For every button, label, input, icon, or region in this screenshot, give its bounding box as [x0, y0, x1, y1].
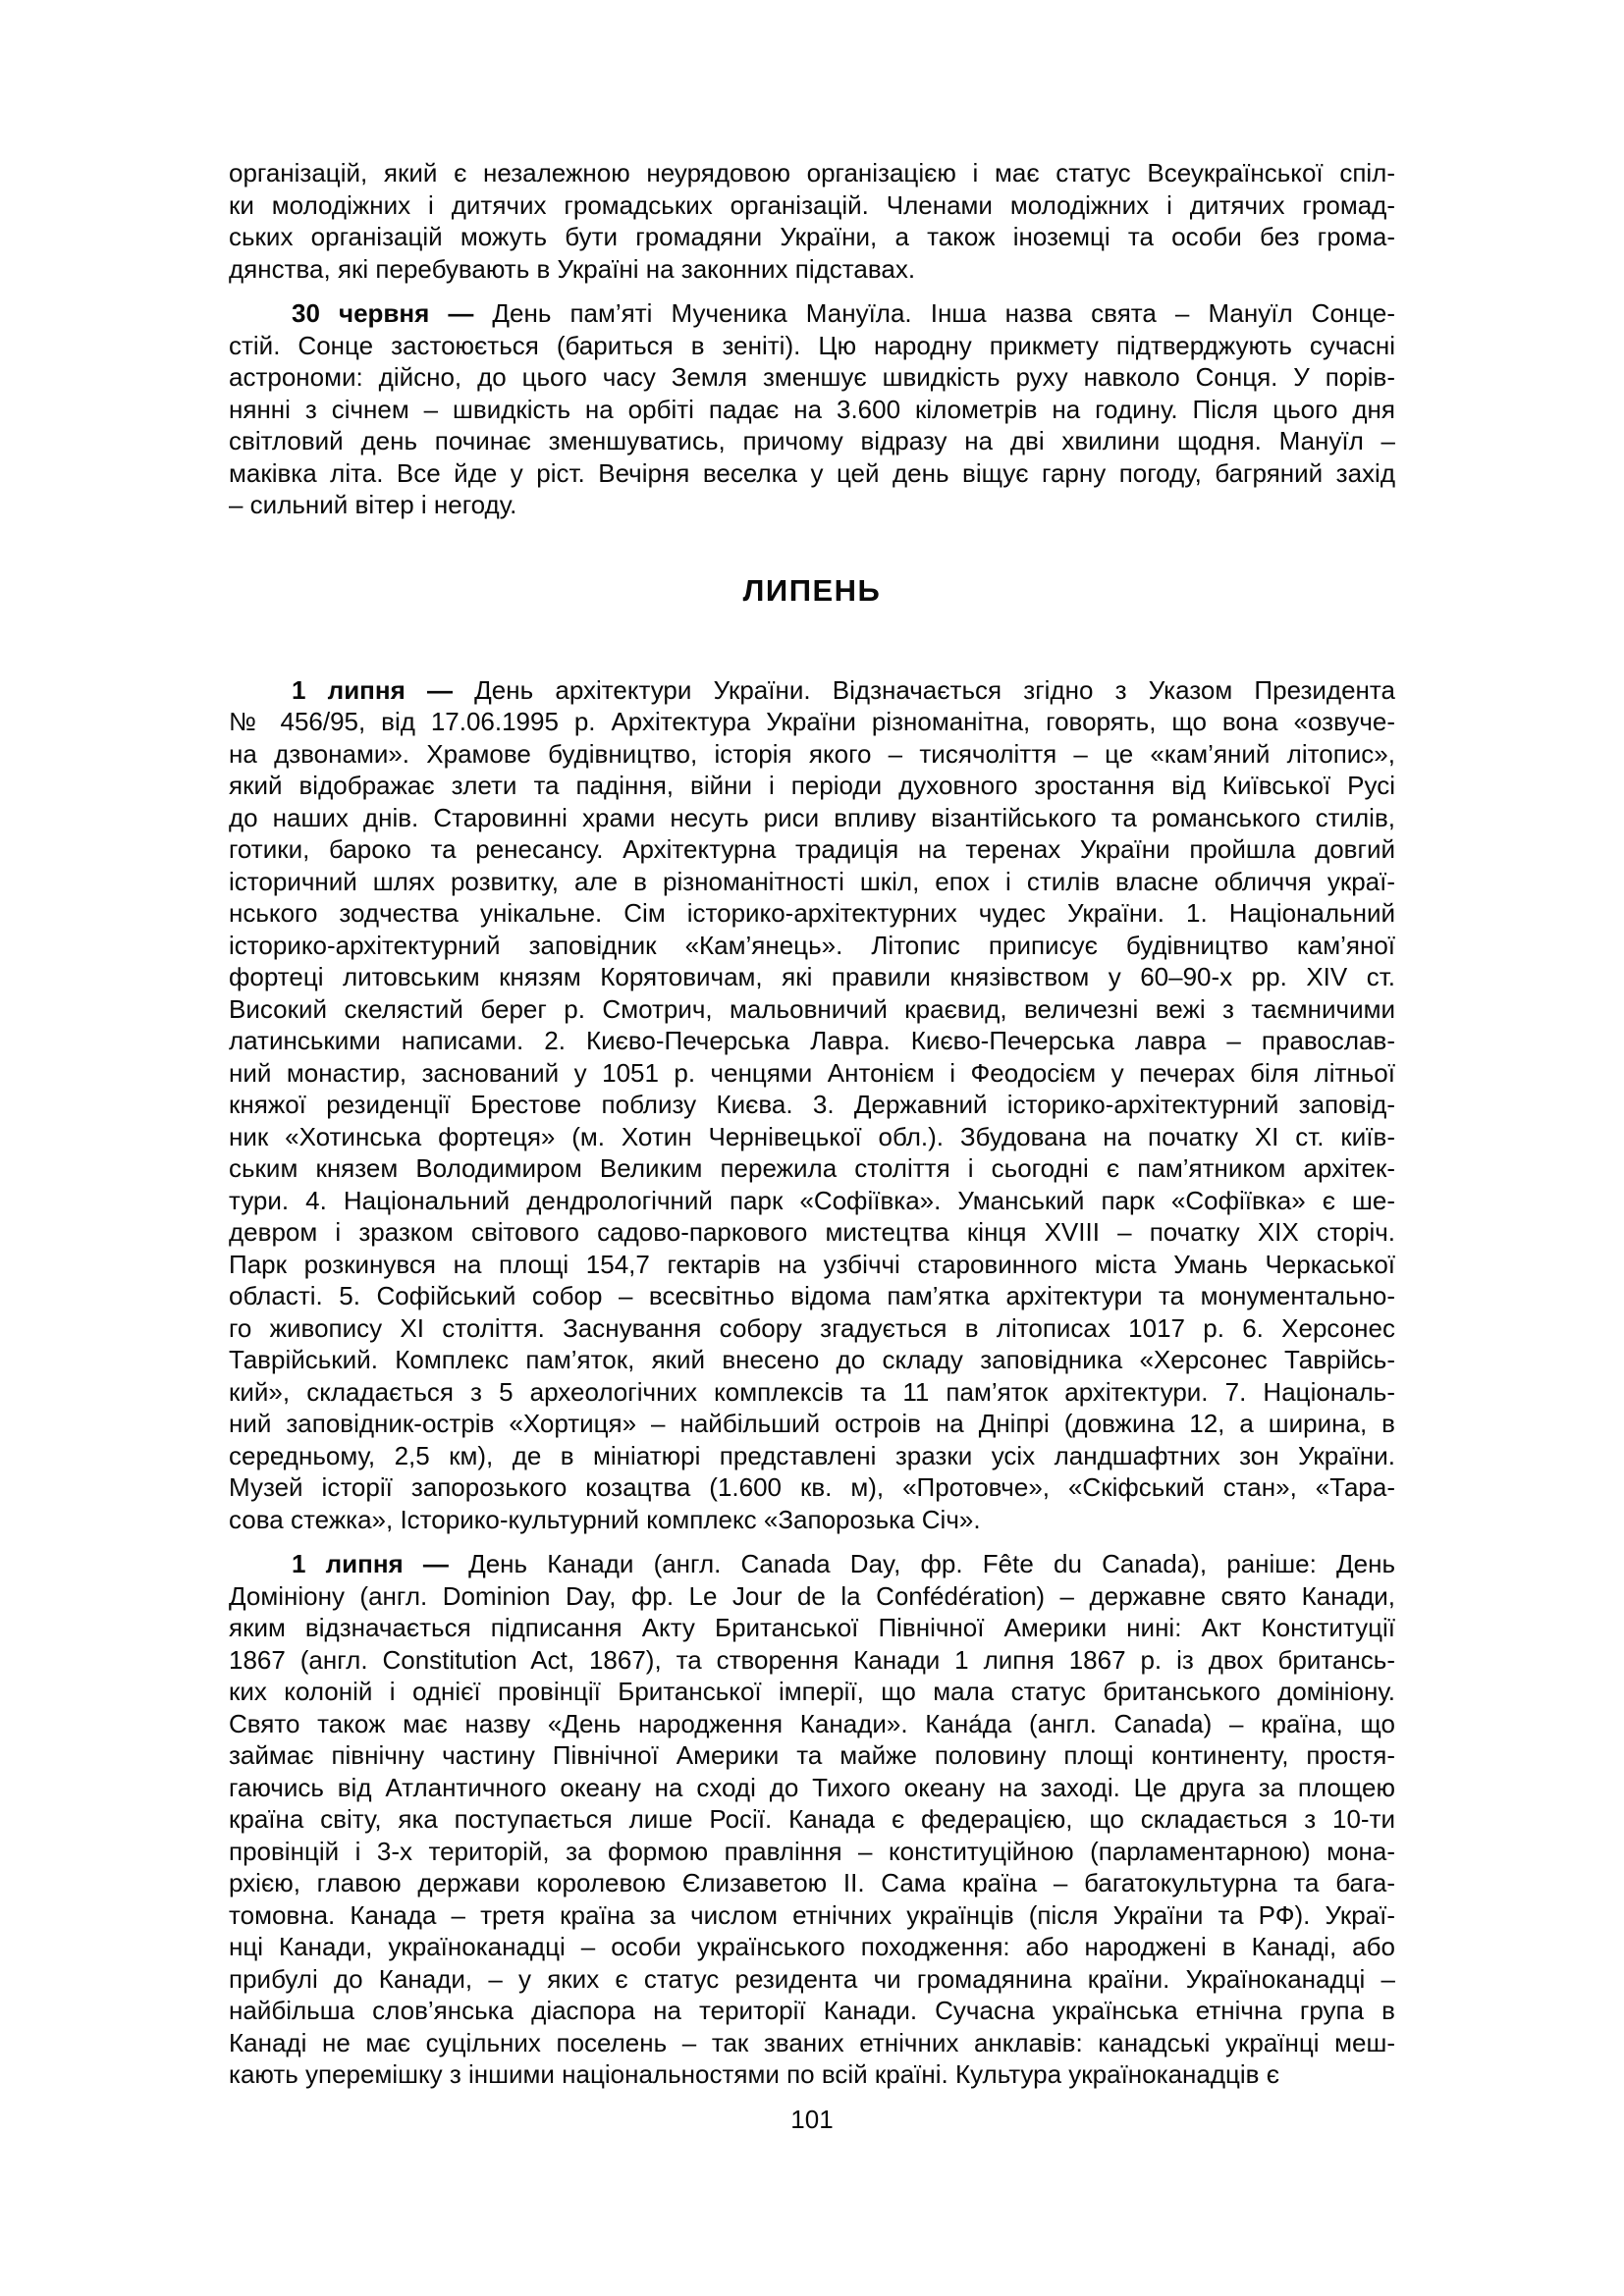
paragraph-line: ки молодіжних і дитячих громадських організацій. Членами молодіжних і дитячих громад-	[229, 189, 1395, 220]
paragraph-line: області. 5. Софійський собор – всесвітньо відома пам’ятка архітектури та монументально-	[229, 1281, 1395, 1310]
paragraph	[229, 157, 1395, 285]
bold-date: 1 липня —	[292, 1549, 449, 1578]
paragraph-line: який відображає злети та падіння, війни і періоди духовного зростання від Київської Русі	[229, 771, 1395, 800]
paragraph-line: займає північну частину Північної Америки та майже половину площі континенту, простя-	[229, 1740, 1395, 1770]
paragraph-line: Парк розкинувся на площі 154,7 гектарів на узбіччі старовинного міста Умань Черкаської	[229, 1249, 1395, 1279]
paragraph-line: організацій, який є незалежною неурядовою організацією і має статус Всеукраїнської спіл-	[229, 158, 1395, 187]
page-content	[229, 157, 1395, 2091]
paragraph-line: країна світу, яка поступається лише Росії. Канада є федерацією, що складається з 10-ти	[229, 1804, 1395, 1834]
paragraph	[229, 674, 1395, 1536]
paragraph-line: кають уперемішку з іншими національностями по всій країні. Культура україноканадців є	[229, 2059, 1279, 2089]
paragraph-line: № 456/95, від 17.06.1995 р. Архітектура України різноманітна, говорять, що вона «озвуче-	[229, 707, 1395, 736]
paragraph-line: ний монастир, заснований у 1051 р. ченцями Антонієм і Феодосієм у печерах біля літньої	[229, 1057, 1395, 1088]
paragraph-line: дянства, які перебувають в Україні на законних підставах.	[229, 253, 916, 284]
paragraph-line: Канаді не має суцільних поселень – так званих етнічних анклавів: канадські українці меш-	[229, 2027, 1395, 2057]
paragraph-line: тури. 4. Національний дендрологічний парк «Софіївка». Уманський парк «Софіївка» є ше-	[229, 1185, 1395, 1215]
paragraph-line: девром і зразком світового садово-паркового мистецтва кінця XVIII – початку XIX сторіч.	[229, 1217, 1395, 1247]
paragraph	[229, 297, 1395, 521]
paragraph-line: томовна. Канада – третя країна за числом етнічних українців (після України та РФ). Украї-	[229, 1899, 1395, 1930]
paragraph-line: рхією, главою держави королевою Єлизаветою II. Сама країна – багатокультурна та бага-	[229, 1868, 1395, 1897]
paragraph-line: латинськими написами. 2. Києво-Печерська Лавра. Києво-Печерська лавра – православ-	[229, 1026, 1395, 1055]
paragraph-line: гаючись від Атлантичного океану на сході до Тихого океану на заході. Це друга за площею	[229, 1772, 1395, 1802]
paragraph-line: на дзвонами». Храмове будівництво, історія якого – тисячоліття – це «кам’яний літопис»,	[229, 738, 1395, 769]
paragraph-line: маківка літа. Все йде у ріст. Вечірня веселка у цей день віщує гарну погоду, багряний захід	[229, 457, 1395, 488]
paragraph-line: нці Канади, україноканадці – особи українського походження: або народжені в Канаді, або	[229, 1932, 1395, 1961]
paragraph-line: яким відзначається підписання Акту Британської Північної Америки нині: Акт Конституції	[229, 1613, 1395, 1642]
paragraph-line: нянні з січнем – швидкість на орбіті падає на 3.600 кілометрів на годину. Після цього дня	[229, 394, 1395, 424]
paragraph-line: Свято також має назву «День народження Канади». Кана́да (англ. Canada) – країна, що	[229, 1708, 1395, 1738]
paragraph-line: ний заповідник-острів «Хортиця» – найбільший остроів на Дніпрі (довжина 12, а ширина, в	[229, 1409, 1395, 1438]
paragraph-line: стій. Сонце застоюється (бариться в зеніті). Цю народну прикмету підтверджують сучасні	[229, 330, 1395, 360]
paragraph-line: Домініону (англ. Dominion Day, фр. Le Jour de la Confédération) – державне свято Канади,	[229, 1580, 1395, 1611]
paragraph-line: ських організацій можуть бути громадяни України, а також іноземці та особи без грома-	[229, 222, 1395, 251]
paragraph-line: ник «Хотинська фортеця» (м. Хотин Чернівецької обл.). Збудована на початку XI ст. київ-	[229, 1121, 1395, 1151]
bold-date: 30 червня —	[292, 298, 474, 328]
paragraph-line: Музей історії запорозького козацтва (1.600 кв. м), «Протовче», «Скіфський стан», «Тара-	[229, 1472, 1395, 1502]
paragraph-line: кий», складається з 5 археологічних комплексів та 11 пам’яток архітектури. 7. Національ-	[229, 1376, 1395, 1407]
paragraph-line: середньому, 2,5 км), де в мініатюрі представлені зразки усіх ландшафтних зон України.	[229, 1440, 1395, 1470]
paragraph-line: – сильний вітер і негоду.	[229, 490, 517, 519]
paragraph-line: нського зодчества унікальне. Сім історико-архітектурних чудес України. 1. Національний	[229, 898, 1395, 928]
paragraph-line: ським князем Володимиром Великим пережила століття і сьогодні є пам’ятником архітек-	[229, 1153, 1395, 1183]
paragraph-line: го живопису XI століття. Заснування собору згадується в літописах 1017 р. 6. Херсонес	[229, 1312, 1395, 1343]
paragraph-line: астрономи: дійсно, до цього часу Земля зменшує швидкість руху навколо Сонця. У порів-	[229, 362, 1395, 392]
bold-date: 1 липня —	[292, 674, 453, 705]
paragraph-line: княжої резиденції Брестове поблизу Києва. 3. Державний історико-архітектурний заповід-	[229, 1090, 1395, 1119]
paragraph-line: історико-архітектурний заповідник «Кам’янець». Літопис приписує будівництво кам’яної	[229, 930, 1395, 960]
paragraph-line: прибулі до Канади, – у яких є статус резидента чи громадянина країни. Україноканадці –	[229, 1963, 1395, 1994]
paragraph-line: найбільша слов’янська діаспора на території Канади. Сучасна українська етнічна група в	[229, 1996, 1395, 2025]
paragraph-line: історичний шлях розвитку, але в різноманітності шкіл, епох і стилів власне обличчя украї-	[229, 866, 1395, 896]
paragraph-line: провінцій і 3-х територій, за формою правління – конституційною (парламентарною) мона-	[229, 1836, 1395, 1866]
paragraph-line: фортеці литовським князям Корятовичам, які правили князівством у 60–90-х рр. XIV ст.	[229, 962, 1395, 991]
paragraph-line: Таврійський. Комплекс пам’яток, який внесено до складу заповідника «Херсонес Таврійсь-	[229, 1345, 1395, 1374]
paragraph-line: сова стежка», Історико-культурний комплекс «Запорозька Січ».	[229, 1504, 981, 1534]
paragraph-line: 1867 (англ. Constitution Act, 1867), та створення Канади 1 липня 1867 р. із двох британсь-	[229, 1644, 1395, 1675]
paragraph-line: світловий день починає зменшуватись, причому відразу на дві хвилини щодня. Мануїл –	[229, 426, 1395, 455]
paragraph-line: 1 липня — День архітектури України. Відзначається згідно з Указом Президента	[292, 674, 1395, 705]
paragraph	[229, 1548, 1395, 2091]
paragraph-line: ких колоній і однієї провінції Британської імперії, що мала статус британського домініону.	[229, 1677, 1395, 1706]
paragraph-line: до наших днів. Старовинні храми несуть риси впливу візантійського та романського стилів,	[229, 802, 1395, 832]
paragraph-line: 1 липня — День Канади (англ. Canada Day, фр. Fête du Canada), раніше: День	[292, 1549, 1395, 1578]
page-number: 101	[790, 2104, 834, 2134]
section-heading: ЛИПЕНЬ	[742, 572, 882, 608]
paragraph-line: 30 червня — День пам’яті Мученика Мануїла. Інша назва свята – Мануїл Сонце-	[292, 298, 1395, 328]
paragraph-line: Високий скелястий берег р. Смотрич, мальовничий краєвид, величезні вежі з таємничими	[229, 993, 1395, 1024]
paragraph-line: готики, бароко та ренесансу. Архітектурна традиція на теренах України пройшла довгий	[229, 834, 1395, 864]
